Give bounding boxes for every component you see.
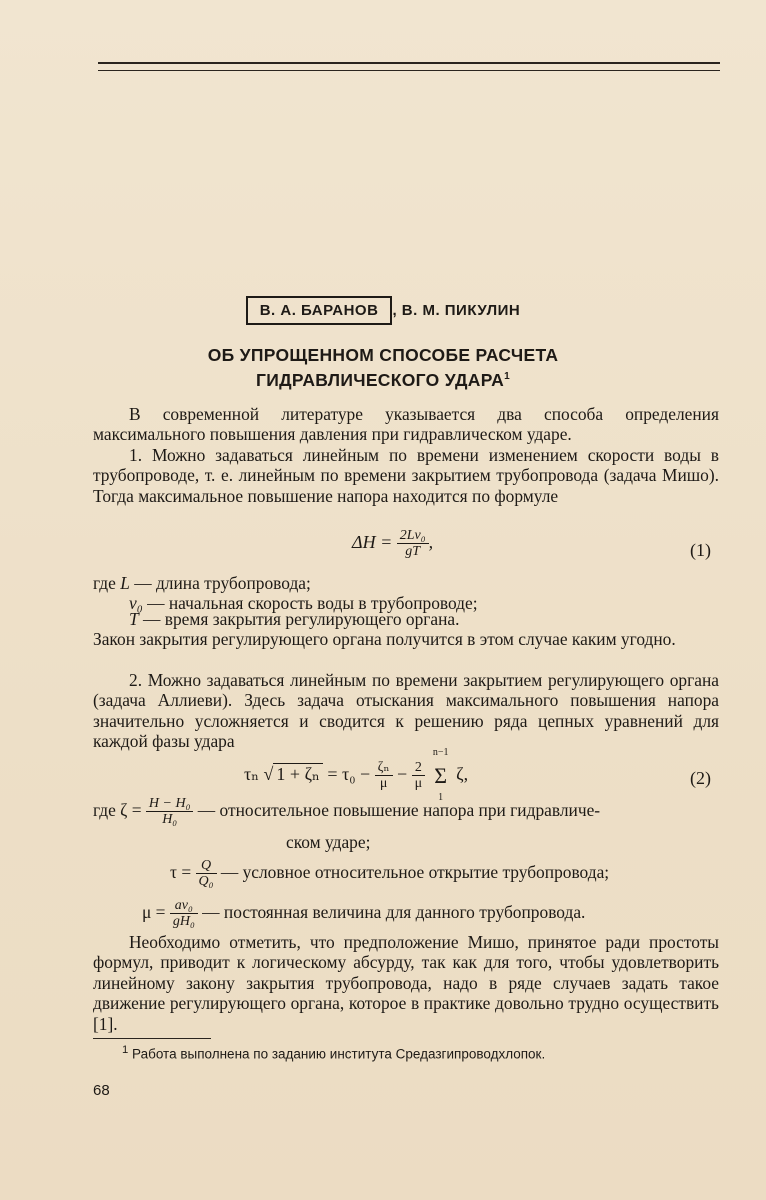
formula-1-numerator: 2Lv₀ — [397, 528, 429, 544]
definition-T: T — время закрытия регулирующего органа. — [129, 609, 460, 629]
article-title — [0, 344, 766, 391]
header-rule-thin — [98, 70, 720, 71]
paragraph-law: Закон закрытия регулирующего органа получится в этом случае каким угодно. — [93, 629, 676, 649]
paragraph-conclusion: Необходимо отметить, что предположение Мишо, принятое ради простоты формул, приводит к логическому абсурду, так как для того, чтобы удовлетворить линейному закону закрытия трубопровода, надо в ряде случаев задать такое движение регулирующего органа, которое в практике довольно трудно осуществить [1]. — [93, 932, 719, 1034]
formula-1 — [352, 528, 433, 560]
footnote-rule — [93, 1038, 211, 1039]
page-number: 68 — [93, 1082, 110, 1099]
definition-L: где L — длина трубопровода; — [93, 573, 311, 593]
formula-2-fraction-a: $\frac{\text{ζₙ}}{\mu}$ — [375, 760, 393, 792]
title-footnote-mark: 1 — [504, 371, 510, 382]
formula-2-fraction-b: $\frac{2}{\mu}$ — [412, 760, 426, 792]
formula-1-denominator: gT — [405, 544, 421, 559]
formula-1-trail: , — [428, 532, 434, 553]
title-line-1: ОБ УПРОЩЕННОМ СПОСОБЕ РАСЧЕТА — [207, 345, 559, 365]
footnote — [122, 1044, 742, 1062]
mu-fraction: $\frac{\text{av₀}}{\text{gH₀}}$ — [170, 898, 198, 930]
definition-zeta: где ζ = $\frac{\text{H − H₀}}{\text{H₀}}$ — относительное повышение напора при гидравличе- — [93, 796, 601, 827]
header-rule-thick — [98, 62, 720, 64]
formula-2-sum: n−1 Σ 1 — [432, 747, 449, 803]
equation-number-1: (1) — [690, 540, 711, 560]
formula-2: τₙ √ 1 + ζₙ = τ₀ − $\frac{\text{ζₙ}}{\mu}$ − $\frac{2}{\mu}$ n−1 Σ 1 ζ, — [244, 747, 469, 803]
formula-1-lhs: ΔH = — [352, 532, 393, 553]
definition-tau: τ = $\frac{Q}{\text{Q₀}}$ — условное относительное открытие трубопровода; — [170, 858, 610, 889]
paragraph-item2: 2. Можно задаваться линейным по времени закрытием регулирующего органа (задача Аллиеви). Здесь задача отыскания максимального повышения напора значительно усложняется и сводится к решению ряда цепных уравнений для каждой фазы удара — [93, 670, 719, 752]
title-line-2: ГИДРАВЛИЧЕСКОГО УДАРА$^1$ — [256, 369, 510, 390]
definition-v0: v₀ — начальная скорость воды в трубопроводе; — [129, 593, 478, 613]
zeta-fraction: $\frac{\text{H − H₀}}{\text{H₀}}$ — [146, 796, 194, 828]
paragraph-item1: 1. Можно задаваться линейным по времени изменением скорости воды в трубопроводе, т. е. линейным по времени закрытием трубопровода (задача Мишо). Тогда максимальное повышение напора находится по формуле — [93, 445, 719, 506]
author-boxed: В. А. БАРАНОВ — [246, 296, 393, 325]
paragraph-intro: В современной литературе указывается два способа определения максимального повышения давления при гидравлическом ударе. — [93, 404, 719, 445]
equation-number-2: (2) — [690, 768, 711, 788]
author-second: В. М. ПИКУЛИН — [401, 302, 521, 319]
footnote-text: Работа выполнена по заданию института Средазгипроводхлопок. — [132, 1046, 546, 1062]
footnote-mark: 1 — [122, 1044, 129, 1056]
definition-zeta-continued: ском ударе; — [286, 832, 371, 852]
authors-line — [0, 296, 766, 325]
formula-1-fraction — [397, 528, 429, 560]
author-separator: , — [392, 302, 402, 319]
tau-fraction: $\frac{Q}{\text{Q₀}}$ — [196, 858, 217, 890]
formula-2-sqrt: √ 1 + ζₙ — [264, 764, 323, 785]
definition-mu: μ = $\frac{\text{av₀}}{\text{gH₀}}$ — постоянная величина для данного трубопровода. — [142, 898, 586, 929]
